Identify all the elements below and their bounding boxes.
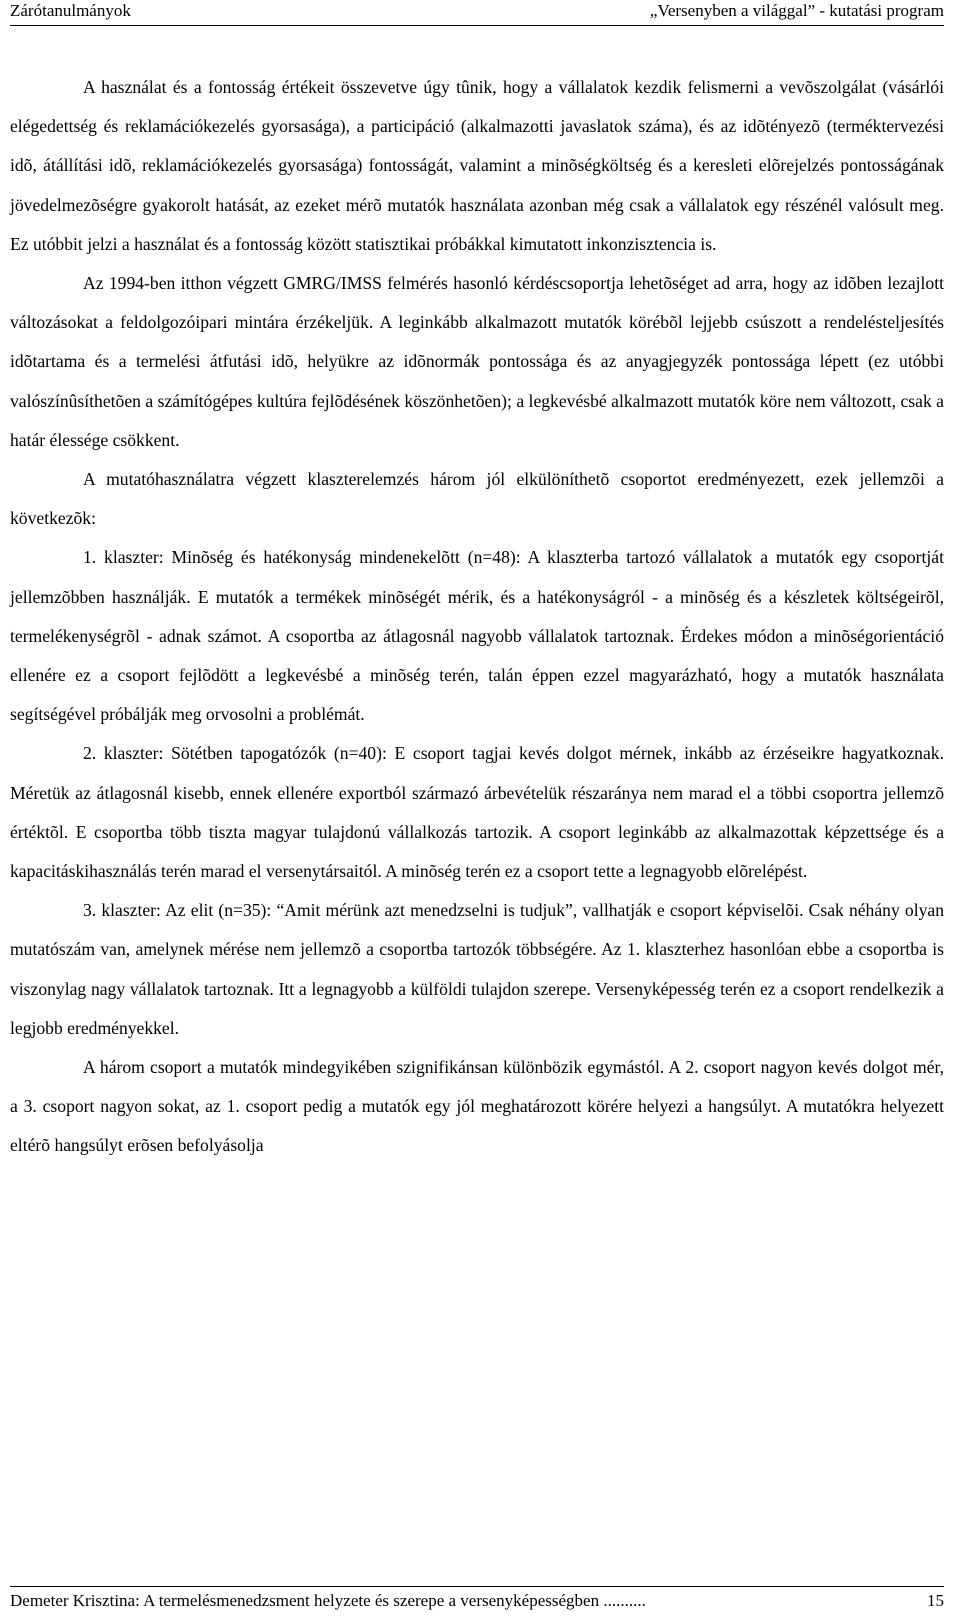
page-header bbox=[10, 0, 944, 26]
paragraph-cluster-3: 3. klaszter: Az elit (n=35): “Amit mérünk azt menedzselni is tudjuk”, vallhatják e csoport képviselõi. Csak néhány olyan mutatószám van, amelynek mérése nem jellemzõ a csoportba tartozók többségére. Az 1. klaszterhez hasonlóan ebbe a csoportba is viszonylag nagy vállalatok tartoznak. Itt a legnagyobb a külföldi tulajdon szerepe. Versenyképesség terén ez a csoport rendelkezik a legjobb eredményekkel. bbox=[10, 900, 944, 1038]
paragraph-summary: A három csoport a mutatók mindegyikében szignifikánsan különbözik egymástól. A 2. csoport nagyon kevés dolgot mér, a 3. csoport nagyon sokat, az 1. csoport pedig a mutatók egy jól meghatározott körére helyezi a hangsúlyt. A mutatókra helyezett eltérõ hangsúlyt erõsen befolyásolja bbox=[10, 1057, 944, 1156]
page-number: 15 bbox=[927, 1591, 944, 1610]
page-body bbox=[10, 68, 944, 1166]
paragraph-1: A használat és a fontosság értékeit összevetve úgy tûnik, hogy a vállalatok kezdik felismerni a vevõszolgálat (vásárlói elégedettség és reklamációkezelés gyorsasága), a participáció (alkalmazotti javaslatok száma), és az idõtényezõ (terméktervezési idõ, átállítási idõ, reklamációkezelés gyorsasága) fontosságát, valamint a minõségköltség és a keresleti elõrejelzés pontosságának jövedelmezõségre gyakorolt hatását, az ezeket mérõ mutatók használata azonban még csak a vállalatok egy részénél valósult meg. Ez utóbbit jelzi a használat és a fontosság között statisztikai próbákkal kimutatott inkonzisztencia is. bbox=[10, 77, 944, 254]
page-footer bbox=[10, 1586, 944, 1617]
paragraph-cluster-1: 1. klaszter: Minõség és hatékonyság mindenekelõtt (n=48): A klaszterba tartozó vállalatok a mutatók egy csoportját jellemzõbben használják. E mutatók a termékek minõségét mérik, és a hatékonyságról - a minõség és a készletek költségeirõl, termelékenységrõl - adnak számot. A csoportba az átlagosnál nagyobb vállalatok tartoznak. Érdekes módon a minõségorientáció ellenére ez a csoport fejlõdött a legkevésbé a minõség terén, talán éppen ezzel magyarázható, hogy a mutatók használata segítségével próbálják meg orvosolni a problémát. bbox=[10, 547, 944, 725]
header-series-title: Zárótanulmányok bbox=[10, 1, 131, 20]
paragraph-cluster-2: 2. klaszter: Sötétben tapogatózók (n=40): E csoport tagjai kevés dolgot mérnek, inkább az érzéseikre hagyatkoznak. Méretük az átlagosnál kisebb, ennek ellenére exportból származó árbevételük részaránya nem marad el a többi csoportra jellemzõ értéktõl. E csoportba több tiszta magyar tulajdonú vállalkozás tartozik. A csoport leginkább az alkalmazottak képzettsége és a kapacitáskihasználás terén marad el versenytársaitól. A minõség terén ez a csoport tette a legnagyobb elõrelépést. bbox=[10, 743, 944, 882]
paragraph-2: Az 1994-ben itthon végzett GMRG/IMSS felmérés hasonló kérdéscsoportja lehetõséget ad arra, hogy az idõben lezajlott változásokat a feldolgozóipari mintára érzékeljük. A leginkább alkalmazott mutatók körébõl lejjebb csúszott a rendelésteljesítés idõtartama és a termelési átfutási idõ, helyükre az idõnormák pontossága és az anyagjegyzék pontossága lépett (ez utóbbi valószínûsíthetõen a számítógépes kultúra fejlõdésének köszönhetõen); a legkevésbé alkalmazott mutatók köre nem változott, csak a határ élessége csökkent. bbox=[10, 273, 944, 450]
header-program-title: „Versenyben a világgal” - kutatási program bbox=[649, 1, 944, 20]
footer-author-title: Demeter Krisztina: A termelésmenedzsment helyzete és szerepe a versenyképességben .......... bbox=[10, 1591, 646, 1610]
paragraph-3: A mutatóhasználatra végzett klaszterelemzés három jól elkülöníthetõ csoportot eredményezett, ezek jellemzõi a következõk: bbox=[10, 469, 944, 529]
